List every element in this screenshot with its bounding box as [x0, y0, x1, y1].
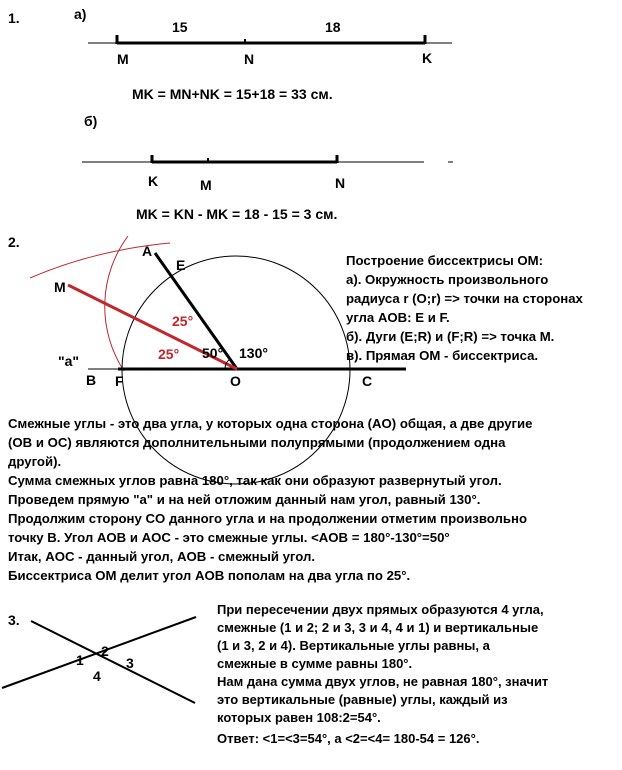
task3-line: Нам дана сумма двух углов, не равная 180°, значит [217, 674, 549, 689]
explanation-line: Сумма смежных углов равна 180°, так как они образуют развернутый угол. [8, 473, 502, 488]
construction-line: угла AOB: E и F. [346, 310, 450, 325]
construction-line: Построение биссектрисы OM: [346, 253, 544, 268]
task3-line: это вертикальные (равные) углы, каждый из [217, 692, 508, 707]
task1a-seg-mn-length: 15 [172, 19, 188, 35]
explanation-line: (OB и OC) являются дополнительными полупрямыми (продолжением одна [8, 435, 506, 450]
point-o-label: O [230, 373, 241, 389]
task1b-point-m: M [200, 177, 212, 193]
task3 [2, 602, 548, 746]
explanation-line: Смежные углы - это два угла, у которых одна сторона (AO) общая, а две другие [8, 416, 533, 431]
task1b-point-k: K [148, 173, 159, 189]
explanation-line: точку B. Угол AOB и AOC - это смежные углы. <AOB = 180°-130°=50° [8, 530, 450, 545]
task1a-formula: MK = MN+NK = 15+18 = 33 см. [132, 86, 333, 102]
task1b-point-n: N [335, 175, 346, 191]
explanation-line: Итак, AOC - данный угол, AOB - смежный угол. [8, 549, 316, 564]
angle-2-label: 2 [101, 643, 109, 659]
explanation-line: Проведем прямую "a" и на ней отложим данный нам угол, равный 130°. [8, 492, 481, 507]
task1 [8, 6, 453, 222]
task1a-point-n: N [244, 51, 255, 67]
point-e-label: E [176, 257, 186, 273]
explanation-line: другой). [8, 454, 62, 469]
task2-number: 2. [8, 234, 20, 250]
task2 [8, 234, 584, 583]
task1-number: 1. [8, 10, 20, 26]
line-a-label: "a" [58, 353, 80, 369]
task1a-label: а) [74, 6, 87, 22]
task3-line: При пересечении двух прямых образуются 4 угла, [217, 602, 544, 617]
task3-line: которых равен 108:2=54°. [217, 710, 381, 725]
angle-1-label: 1 [76, 652, 84, 668]
line-1 [31, 621, 195, 703]
angle-3-label: 3 [126, 655, 134, 671]
angle-25-upper-label: 25° [172, 313, 194, 329]
angle-50-label: 50° [202, 345, 224, 361]
task3-line: (1 и 3, 2 и 4). Вертикальные углы равны, а [217, 638, 490, 653]
task1a-point-k: K [422, 50, 433, 66]
construction-line: в). Прямая OM - биссектриса. [346, 348, 539, 363]
point-a-label: A [142, 243, 153, 259]
angle-4-label: 4 [93, 668, 101, 684]
task1a-point-m: M [117, 51, 129, 67]
point-m-label: M [54, 279, 66, 295]
construction-steps [346, 253, 584, 363]
angle-130-label: 130° [239, 345, 268, 361]
construction-line: радиуса r (O;r) => точки на сторонах [346, 291, 583, 306]
task3-line: смежные (1 и 2; 2 и 3, 3 и 4, 4 и 1) и вертикальные [217, 620, 539, 635]
task3-text [217, 602, 548, 746]
task3-answer: Ответ: <1=<3=54°, а <2=<4= 180-54 = 126°. [217, 731, 480, 746]
point-f-label: F [115, 373, 124, 389]
construction-line: а). Окружность произвольного [346, 272, 549, 287]
explanation-paragraph [8, 416, 533, 583]
explanation-line: Биссектриса OM делит угол AOB пополам на два угла по 25°. [8, 568, 411, 583]
task3-number: 3. [8, 612, 20, 628]
point-b-label: B [86, 372, 97, 388]
task1a-seg-nk-length: 18 [325, 19, 341, 35]
angle-25-lower-label: 25° [158, 346, 180, 362]
task3-line: смежные в сумме равны 180°. [217, 656, 413, 671]
point-c-label: C [362, 373, 373, 389]
task1b-formula: MK = KN - MK = 18 - 15 = 3 см. [136, 206, 338, 222]
task1b-label: б) [84, 113, 98, 129]
explanation-line: Продолжим сторону CO данного угла и на продолжении отметим произвольно [8, 511, 528, 526]
construction-line: б). Дуги (E;R) и (F;R) => точка M. [346, 329, 555, 344]
